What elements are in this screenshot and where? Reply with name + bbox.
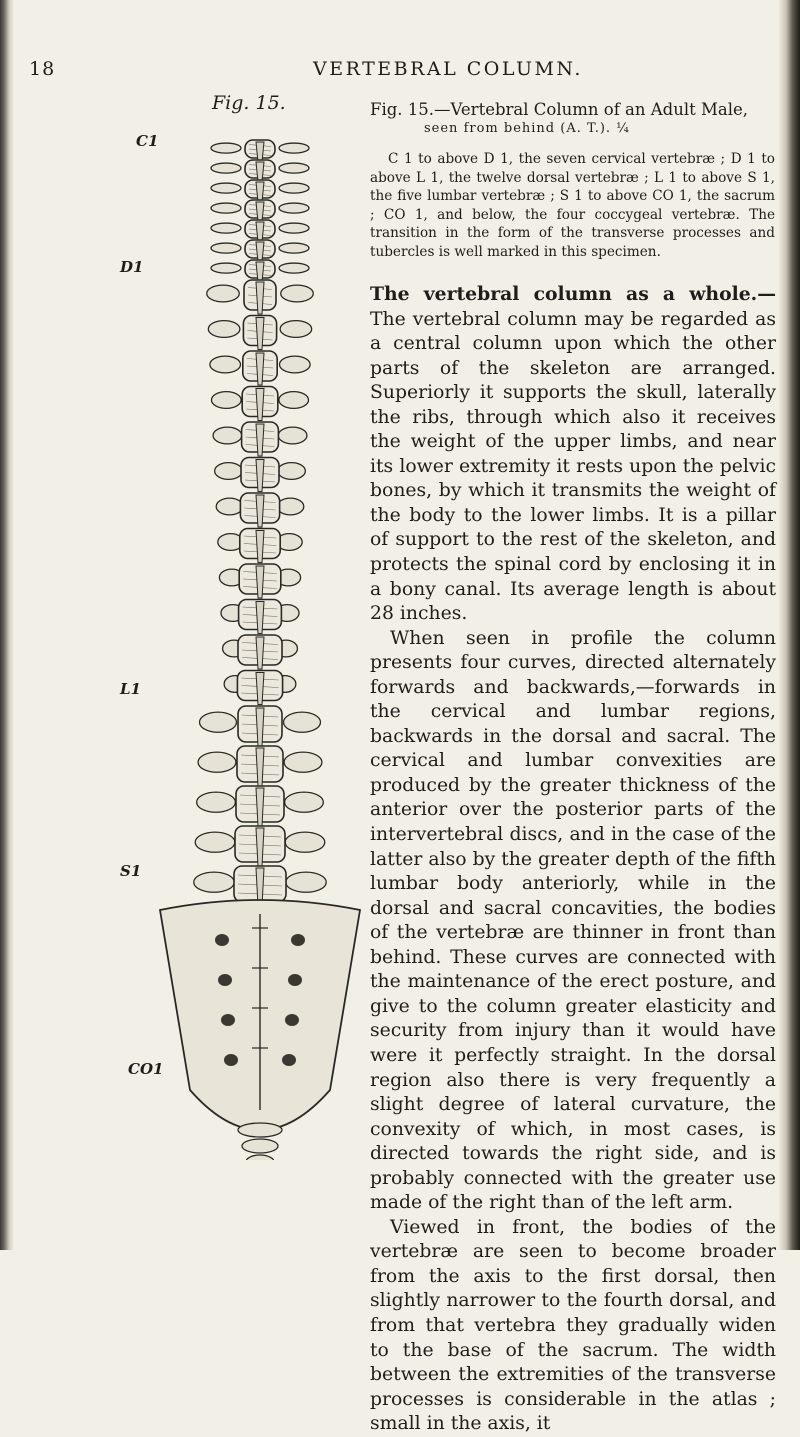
spinous-process (256, 222, 264, 242)
paragraph-1-text: The vertebral column may be regarded as a central column upon which the other parts of the skeleton are arranged. Superiorly it supports the skull, laterally the ribs, through which also it receives the weight of the upper limbs, and near its lower extremity it rests upon the pelvic bones, by which it transmits the weight of the body to the lower limbs. It is a pillar of support to the rest of the skeleton, and protects the spinal cord by enclosing it in a bony canal. Its average length is about 28 inches. (370, 308, 776, 625)
coccygeal-vertebra (242, 1139, 278, 1153)
label-d1: D1 (120, 258, 144, 276)
transverse-process (197, 792, 236, 812)
spinous-process (256, 602, 264, 634)
page-edge-right (778, 0, 800, 1250)
coccygeal-vertebra (246, 1155, 274, 1160)
vertebral-column-figure (120, 110, 380, 1160)
spinous-process (256, 424, 264, 456)
transverse-process (285, 792, 324, 812)
caption-subtitle: seen from behind (A. T.). ¼ (424, 121, 630, 136)
spinous-process (256, 262, 264, 282)
label-l1: L1 (120, 680, 141, 698)
transverse-process (279, 143, 309, 153)
sacral-foramen (224, 1054, 238, 1066)
running-head (0, 58, 800, 82)
sacral-foramen (285, 1014, 299, 1026)
transverse-process (279, 223, 309, 233)
spinous-process (256, 460, 264, 492)
transverse-process (195, 832, 235, 852)
spinous-process (256, 637, 264, 669)
transverse-process (216, 498, 243, 515)
spinous-process (256, 318, 264, 350)
body-text (370, 282, 776, 1437)
transverse-process (207, 285, 240, 302)
transverse-process (279, 163, 309, 173)
label-s1: S1 (120, 862, 142, 880)
figure-caption (370, 100, 775, 262)
spinous-process (256, 828, 264, 866)
transverse-process (281, 285, 314, 302)
transverse-process (210, 356, 241, 373)
transverse-process (211, 203, 241, 213)
caption-title: Fig. 15.—Vertebral Column of an Adult Male, (370, 100, 749, 119)
running-title: VERTEBRAL COLUMN. (313, 58, 583, 80)
transverse-process (285, 832, 325, 852)
page-number: 18 (29, 58, 56, 80)
spinous-process (256, 788, 264, 826)
spinous-process (256, 202, 264, 222)
spinous-process (256, 353, 264, 385)
sacral-foramen (215, 934, 229, 946)
label-co1: CO1 (128, 1060, 164, 1078)
label-c1: C1 (136, 132, 159, 150)
sacral-foramen (221, 1014, 235, 1026)
transverse-process (211, 263, 241, 273)
sacral-foramen (282, 1054, 296, 1066)
spinous-process (256, 495, 264, 527)
transverse-process (200, 712, 237, 732)
transverse-process (211, 223, 241, 233)
transverse-process (279, 203, 309, 213)
transverse-process (211, 183, 241, 193)
transverse-process (208, 321, 240, 338)
transverse-process (278, 463, 306, 480)
spinous-process (256, 182, 264, 202)
spinous-process (256, 708, 264, 746)
spinous-process (256, 142, 264, 162)
transverse-process (215, 463, 243, 480)
transverse-process (279, 392, 309, 409)
spinous-process (256, 389, 264, 421)
coccygeal-vertebra (238, 1123, 282, 1137)
transverse-process (213, 427, 242, 444)
transverse-process (284, 752, 322, 772)
transverse-process (280, 321, 312, 338)
transverse-process (284, 712, 321, 732)
transverse-process (211, 143, 241, 153)
paragraph-2: When seen in profile the column presents four curves, directed alternately forwards and backwards,—forwards in the cervical and lumbar regions, backwards in the dorsal and sacral. The cervical and lumbar convexities are produced by the greater thickness of the anterior over the posterior parts of the intervertebral discs, and in the case of the latter also by the greater depth of the fifth lumbar body anteriorly, while in the dorsal and sacral concavities, the bodies of the vertebræ are thinner in front than behind. These curves are connected with the maintenance of the erect posture, and give to the column greater elasticity and security from injury than it would have were it perfectly straight. In the dorsal region also there is very frequently a slight degree of lateral curvature, the convexity of which, in most cases, is directed towards the right side, and is probably connected with the greater use made of the right than of the left arm. (370, 627, 776, 1214)
transverse-process (211, 392, 241, 409)
transverse-process (286, 872, 326, 892)
transverse-process (194, 872, 234, 892)
spinous-process (256, 162, 264, 182)
caption-body: C 1 to above D 1, the seven cervical vertebræ ; D 1 to above L 1, the twelve dorsal vertebræ ; L 1 to above S 1, the five lumbar vertebræ ; S 1 to above CO 1, the sacrum ; CO 1, and below, the four coccygeal vertebræ. The transition in the form of the transverse processes and tubercles is well marked in this specimen. (370, 151, 775, 260)
transverse-process (279, 356, 310, 373)
transverse-process (278, 427, 307, 444)
sacral-foramen (288, 974, 302, 986)
spinous-process (256, 566, 264, 598)
vertebral-column-illustration (140, 110, 380, 1160)
paragraph-3: Viewed in front, the bodies of the vertebræ are seen to become broader from the axis to the first dorsal, then slightly narrower to the fourth dorsal, and from that vertebra they gradually widen to the base of the sacrum. The width between the extremities of the transverse processes is considerable in the atlas ; small in the axis, it (370, 1216, 776, 1435)
spinous-process (256, 282, 264, 314)
transverse-process (279, 263, 309, 273)
spinous-process (256, 531, 264, 563)
sacral-foramen (218, 974, 232, 986)
figure-label: Fig. 15. (212, 92, 286, 114)
transverse-process (279, 243, 309, 253)
paragraph-1 (370, 282, 776, 627)
transverse-process (211, 243, 241, 253)
transverse-process (277, 498, 304, 515)
spinous-process (256, 748, 264, 786)
section-heading: The vertebral column as a whole.— (370, 283, 776, 305)
transverse-process (279, 183, 309, 193)
spinous-process (256, 242, 264, 262)
transverse-process (211, 163, 241, 173)
spinous-process (256, 673, 264, 705)
transverse-process (198, 752, 236, 772)
page-edge-left (0, 0, 14, 1250)
sacral-foramen (291, 934, 305, 946)
